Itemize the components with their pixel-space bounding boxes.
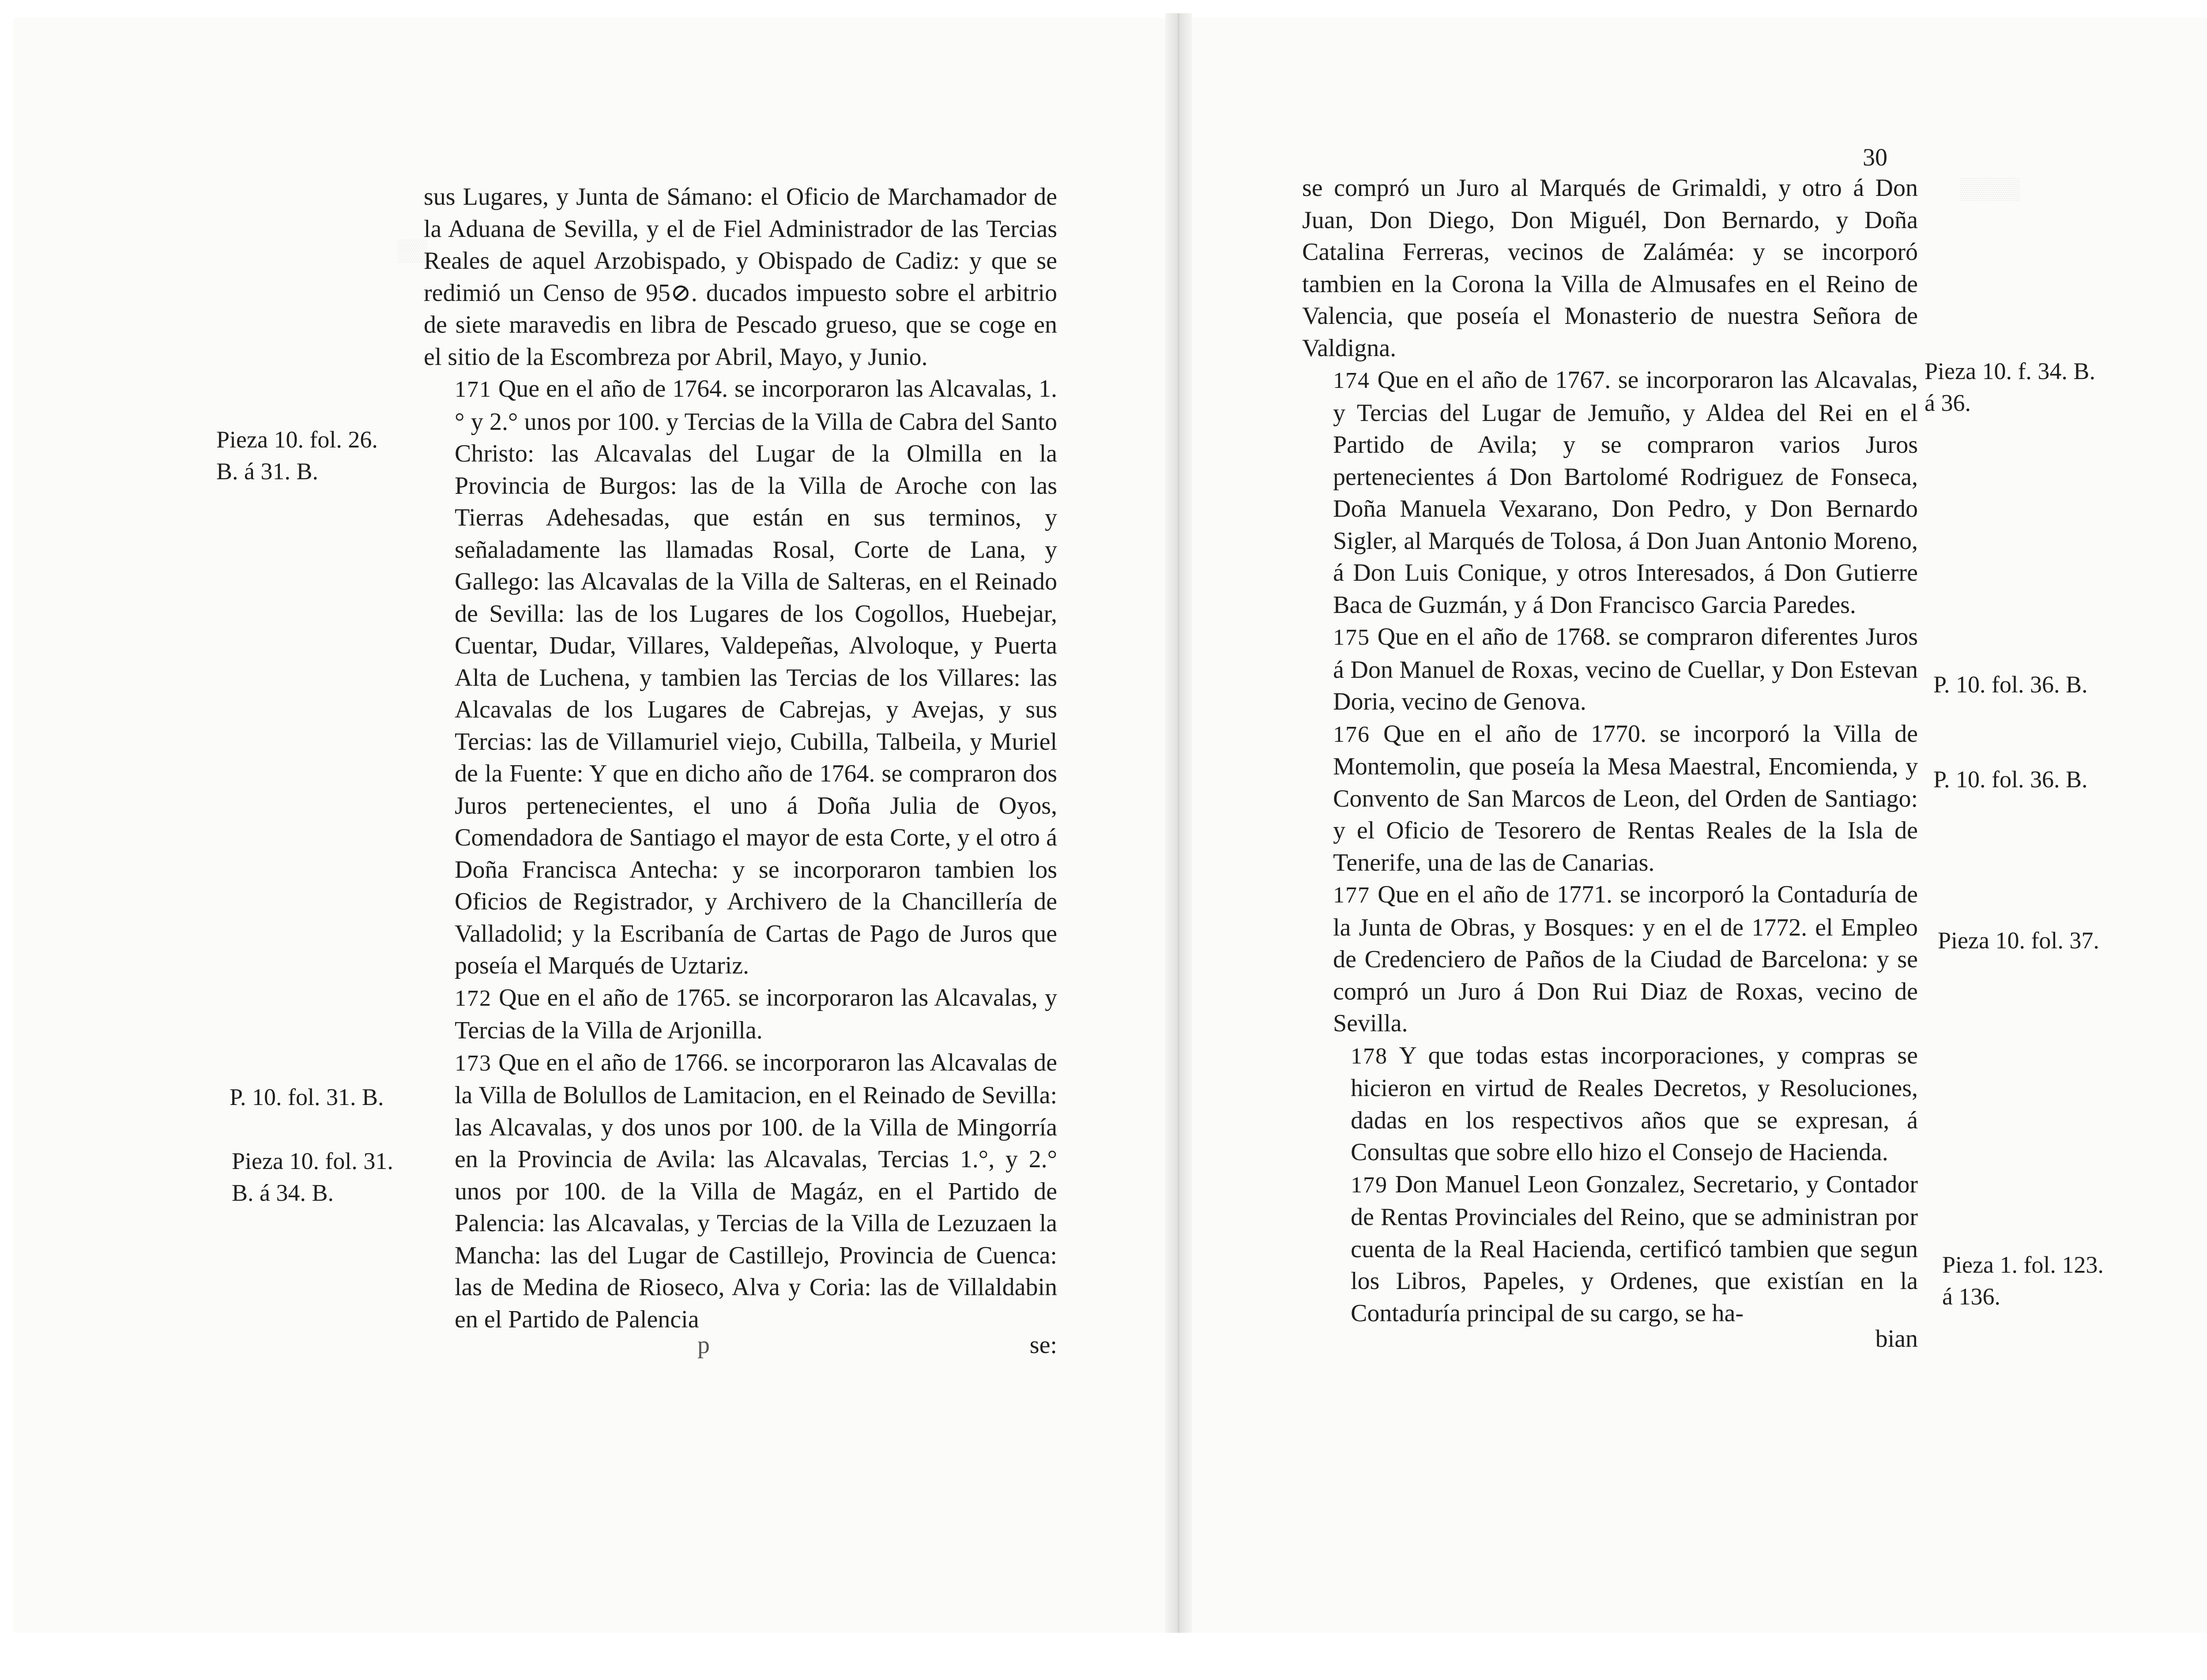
bleed-through-shadow: ▒▒ [397, 239, 428, 262]
paragraph-number: 177 [1333, 883, 1370, 908]
signature-mark: p [697, 1331, 710, 1359]
paragraph-174: 174 Que en el año de 1767. se incorporaron las Alcavalas, y Tercias del Lugar de Jemuño, y Aldea del Rei en el Partido de Avila; y se compraron varios Juros pertenecientes á Don Bartolomé Rodriguez de Fonseca, Doña Manuela Vexarano, Don Pedro, y Don Bernardo Sigler, al Marqués de Tolosa, á Don Juan Antonio Moreno, á Don Luis Conique, y otros Interesados, á Don Gutierre Baca de Guzmán, y á Don Francisco Garcia Paredes. [1333, 366, 1918, 619]
margin-note: P. 10. fol. 31. B. [230, 1084, 384, 1110]
book-gutter [1165, 13, 1192, 1680]
margin-note: Pieza 1. fol. 123. á 136. [1942, 1252, 2104, 1310]
margin-note: P. 10. fol. 36. B. [1933, 766, 2088, 793]
paragraph-173: 173 Que en el año de 1766. se incorporaron las Alcavalas de la Villa de Bolullos de Lamitacion, en el Reinado de Sevilla: las Alcavalas, y dos unos por 100. de la Villa de Mingorría en la Provincia de Avila: las Alcavalas, Tercias 1.°, y 2.° unos por 100. de la Villa de Magáz, en el Partido de Palencia: las Alcavalas, y Tercias de la Villa de Lezuzaen la Mancha: las del Lugar de Castillejo, Provincia de Cuenca: las de Medina de Rioseco, Alva y Coria: las de Villaldabin en el Partido de Palencia [455, 1049, 1058, 1333]
page-foot [424, 1331, 1057, 1367]
paragraph-179: 179 Don Manuel Leon Gonzalez, Secretario, y Contador de Rentas Provinciales del Reino, que se administran por cuenta de la Real Hacienda, certificó tambien que segun los Libros, Papeles, y Ordenes, que existían en la Contaduría principal de su cargo, se ha- [1351, 1170, 1918, 1327]
left-page-text [424, 181, 1057, 1367]
catchword: bian [1875, 1325, 1918, 1353]
margin-note: Pieza 10. fol. 26. B. á 31. B. [216, 426, 378, 485]
catchword: se: [1029, 1331, 1057, 1359]
paragraph-176: 176 Que en el año de 1770. se incorporó la Villa de Montemolin, que poseía la Mesa Maestral, Encomienda, y Convento de San Marcos de Leon, del Orden de Santiago: y el Oficio de Tesorero de Rentas Reales de la Isla de Tenerife, una de las de Canarias. [1333, 720, 1918, 876]
margin-note: Pieza 10. f. 34. B. á 36. [1925, 358, 2095, 416]
paragraph-177: 177 Que en el año de 1771. se incorporó la Contaduría de la Junta de Obras, y Bosques: y en el de 1772. el Empleo de Credenciero de Paños de la Ciudad de Barcelona: y se compró un Juro á Don Rui Diaz de Roxas, vecino de Sevilla. [1333, 881, 1918, 1037]
page-foot [1302, 1325, 1918, 1361]
paragraph-number: 171 [455, 377, 492, 402]
paragraph-178: 178 Y que todas estas incorporaciones, y compras se hicieron en virtud de Reales Decretos, y Resoluciones, dadas en los respectivos años que se expresan, á Consultas que sobre ello hizo el Consejo de Hacienda. [1351, 1041, 1918, 1166]
bleed-through-shadow: ▒▒▒▒ [1960, 177, 2020, 200]
scan-margin [0, 1633, 2207, 1680]
margin-note: P. 10. fol. 36. B. [1933, 671, 2088, 698]
paragraph-171: 171 Que en el año de 1764. se incorporaron las Alcavalas, 1.° y 2.° unos por 100. y Tercias de la Villa de Cabra del Santo Christo: las Alcavalas del Lugar de la Olmilla en la Provincia de Burgos: las de la Villa de Aroche con las Tierras Adehesadas, que están en sus terminos, y señaladamente las llamadas Rosal, Corte de Lana, y Gallego: las Alcavalas de la Villa de Salteras, en el Reinado de Sevilla: las de los Lugares de los Cogollos, Huebejar, Cuentar, Dudar, Villares, Valdepeñas, Alvoloque, y Puerta Alta de Luchena, y tambien las Tercias de los Villares: las Alcavalas de los Lugares de Cabrejas, y Avejas, y sus Tercias: las de Villamuriel viejo, Cubilla, Talbeila, y Muriel de la Fuente: Y que en dicho año de 1764. se compraron dos Juros pertenecientes, el uno á Doña Julia de Oyos, Comendadora de Santiago el mayor de esta Corte, y el otro á Doña Francisca Antecha: y se incorporaron tambien los Oficios de Registrador, y Archivero de la Chancillería de Valladolid; y la Escribanía de Cartas de Pago de Juros que poseía el Marqués de Uztariz. [455, 375, 1058, 979]
margin-note: Pieza 10. fol. 31. B. á 34. B. [232, 1148, 393, 1206]
page-number: 30 [1863, 144, 1887, 171]
paragraph-number: 174 [1333, 368, 1370, 393]
paragraph-number: 173 [455, 1050, 492, 1076]
paragraph: se compró un Juro al Marqués de Grimaldi, y otro á Don Juan, Don Diego, Don Miguél, Don Bernardo, y Doña Catalina Ferreras, vecinos de Zaláméa: y se incorporó tambien en la Corona la Villa de Almusafes en el Reino de Valencia, que poseía el Monasterio de nuestra Señora de Valdigna. [1302, 174, 1918, 362]
paragraph: sus Lugares, y Junta de Sámano: el Oficio de Marchamador de la Aduana de Sevilla, y el de Fiel Administrador de las Tercias Reales de aquel Arzobispado, y Obispado de Cadiz: y que se redimió un Censo de 95⊘. ducados impuesto sobre el arbitrio de siete maravedis en libra de Pescado grueso, que se coge en el sitio de la Escombreza por Abril, Mayo, y Junio. [424, 183, 1057, 371]
paragraph-number: 178 [1351, 1043, 1388, 1069]
paragraph-number: 179 [1351, 1172, 1388, 1198]
paragraph-number: 175 [1333, 625, 1370, 650]
paragraph-175: 175 Que en el año de 1768. se compraron diferentes Juros á Don Manuel de Roxas, vecino de Cuellar, y Don Estevan Doria, vecino de Genova. [1333, 623, 1918, 715]
right-page-text [1302, 172, 1918, 1361]
paragraph-number: 172 [455, 985, 492, 1011]
paragraph-172: 172 Que en el año de 1765. se incorporaron las Alcavalas, y Tercias de la Villa de Arjonilla. [455, 984, 1058, 1044]
margin-note: Pieza 10. fol. 37. [1938, 927, 2099, 954]
paragraph-number: 176 [1333, 722, 1370, 747]
